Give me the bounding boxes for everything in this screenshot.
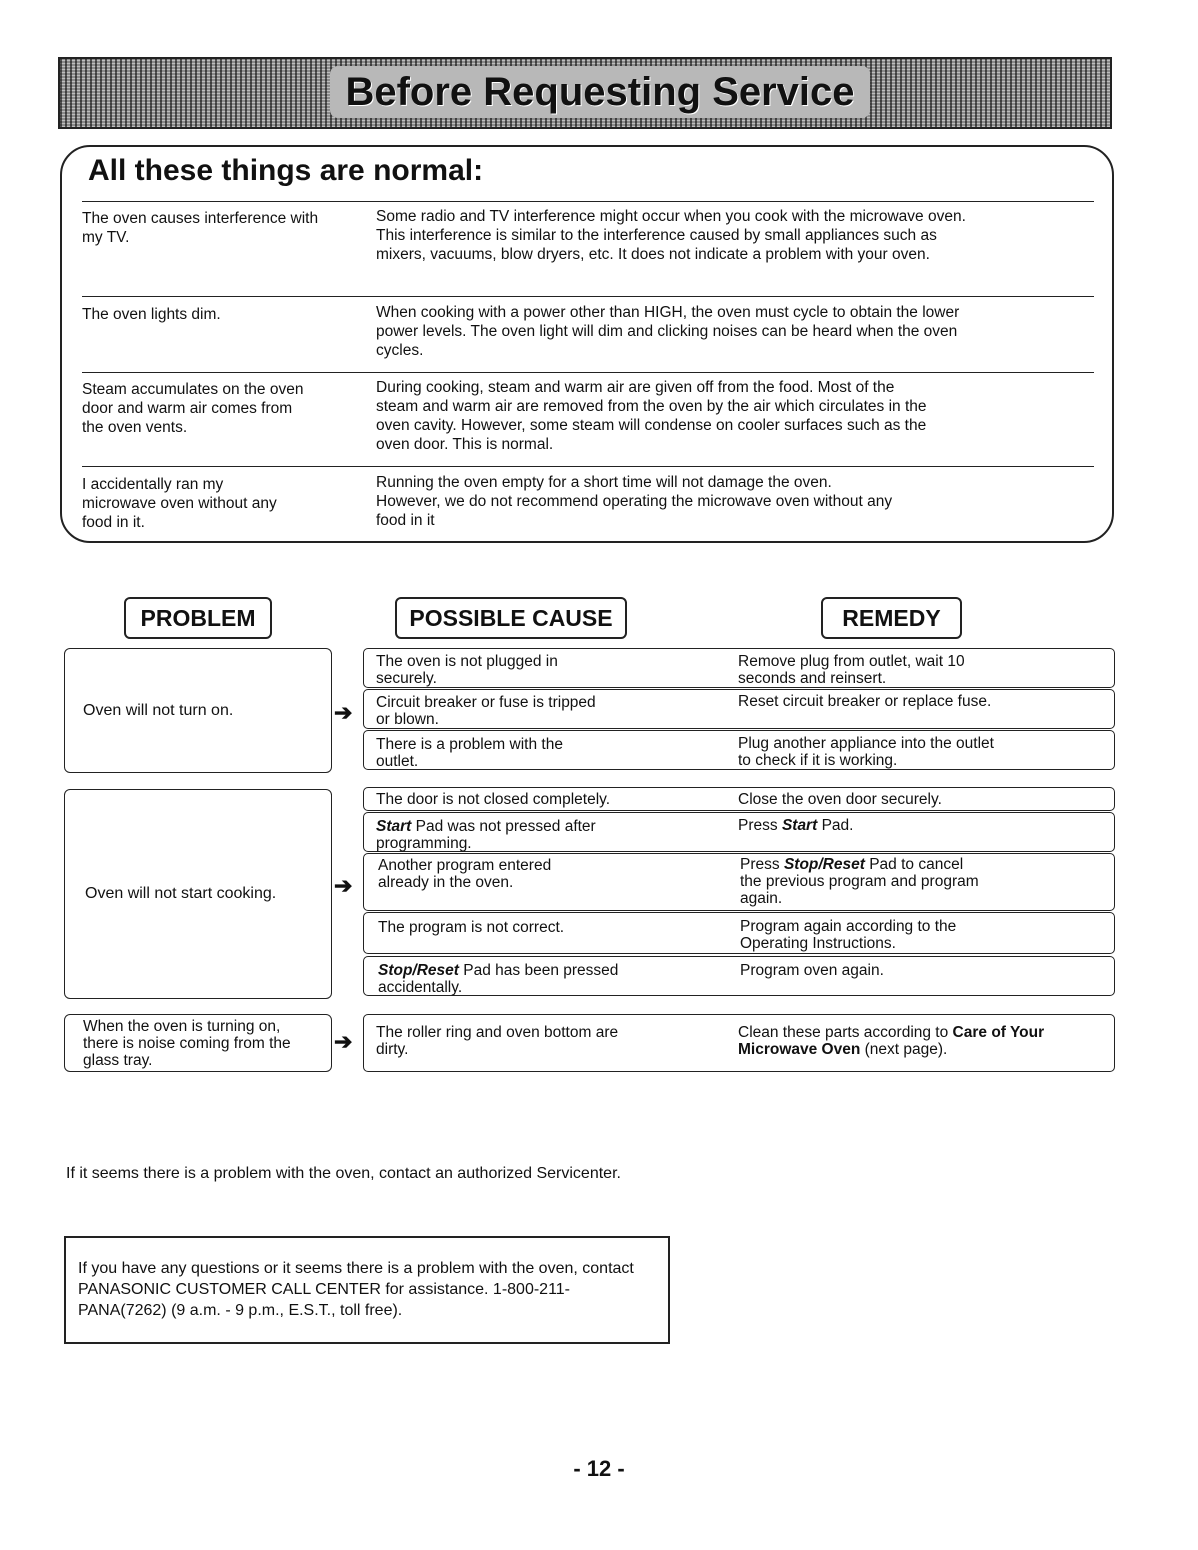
- cause-text: Start Pad was not pressed after programming.: [376, 818, 596, 852]
- arrow-icon: ➔: [334, 700, 353, 725]
- remedy-text: Reset circuit breaker or replace fuse.: [738, 693, 992, 710]
- arrow-icon: ➔: [334, 873, 353, 898]
- divider: [82, 372, 1094, 373]
- normal-problem: The oven causes interference with my TV.: [82, 210, 319, 246]
- normal-problem: I accidentally ran my microwave oven without any food in it.: [82, 476, 277, 531]
- problem-box: When the oven is turning on, there is noise coming from the glass tray.: [64, 1014, 332, 1072]
- problem-box: Oven will not turn on.: [64, 648, 332, 773]
- cause-text: The roller ring and oven bottom are dirty.: [376, 1024, 619, 1058]
- remedy-text: Program again according to the Operating Instructions.: [740, 918, 957, 952]
- cause-text: Circuit breaker or fuse is tripped or blown.: [376, 694, 596, 728]
- cause-text: The oven is not plugged in securely.: [376, 653, 558, 687]
- normal-explanation: When cooking with a power other than HIGH, the oven must cycle to obtain the lower power levels. The oven light will dim and clicking noises can be heard when the oven cycles.: [376, 304, 960, 359]
- cause-text: Stop/Reset Pad has been pressed accidentally.: [378, 962, 619, 996]
- cause-text: Another program entered already in the oven.: [378, 857, 552, 891]
- header-possible-cause: POSSIBLE CAUSE: [395, 597, 627, 639]
- normal-problem: Steam accumulates on the oven door and warm air comes from the oven vents.: [82, 381, 304, 436]
- divider: [82, 201, 1094, 202]
- header-problem: PROBLEM: [124, 597, 272, 639]
- normal-explanation: Some radio and TV interference might occur when you cook with the microwave oven. This interference is similar to the interference caused by small appliances such as mixers, vacuums, blow dryers, etc. It does not indicate a problem with your oven.: [376, 208, 966, 263]
- problem-box: Oven will not start cooking.: [64, 789, 332, 999]
- remedy-text: Press Stop/Reset Pad to cancel the previous program and program again.: [740, 856, 979, 907]
- remedy-text: Close the oven door securely.: [738, 791, 942, 808]
- header-remedy: REMEDY: [821, 597, 962, 639]
- call-center-text: If you have any questions or it seems there is a problem with the oven, contact PANASONIC CUSTOMER CALL CENTER for assistance. 1-800-211-PANA(7262) (9 a.m. - 9 p.m., E.S.T., toll free).: [78, 1260, 634, 1319]
- remedy-text: Program oven again.: [740, 962, 884, 979]
- normal-explanation: During cooking, steam and warm air are given off from the food. Most of the steam and warm air are removed from the oven by the air which circulates in the oven cavity. However, some steam will condense on cooler surfaces such as the oven door. This is normal.: [376, 379, 927, 453]
- call-center-box: [64, 1236, 670, 1344]
- normal-explanation: Running the oven empty for a short time will not damage the oven. However, we do not recommend operating the microwave oven without any food in it: [376, 474, 893, 529]
- normal-problem: The oven lights dim.: [82, 306, 221, 323]
- divider: [82, 296, 1094, 297]
- remedy-text: Remove plug from outlet, wait 10 seconds and reinsert.: [738, 653, 965, 687]
- remedy-text: Press Start Pad.: [738, 817, 854, 834]
- service-note: If it seems there is a problem with the oven, contact an authorized Servicenter.: [66, 1165, 621, 1182]
- normal-heading: All these things are normal:: [82, 154, 489, 188]
- arrow-icon: ➔: [334, 1029, 353, 1054]
- page-number: - 12 -: [573, 1456, 625, 1481]
- divider: [82, 466, 1094, 467]
- cause-text: There is a problem with the outlet.: [376, 736, 563, 770]
- remedy-text: Plug another appliance into the outlet to check if it is working.: [738, 735, 994, 769]
- page-title: Before Requesting Service: [330, 66, 870, 118]
- remedy-text: Clean these parts according to Care of Your Microwave Oven (next page).: [738, 1024, 1045, 1058]
- cause-text: The door is not closed completely.: [376, 791, 611, 808]
- cause-text: The program is not correct.: [378, 919, 565, 936]
